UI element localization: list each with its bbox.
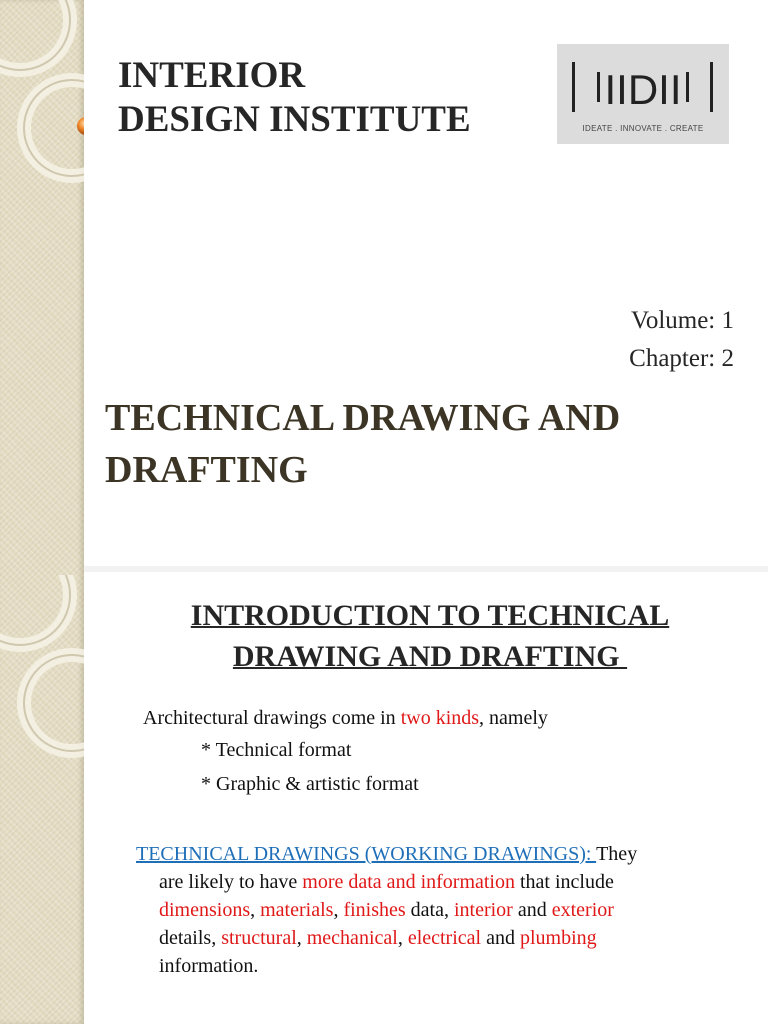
td-highlight: interior — [453, 899, 513, 921]
document-title-line1: TECHNICAL DRAWING AND — [105, 397, 621, 439]
technical-drawings-paragraph — [136, 840, 736, 980]
td-line — [136, 868, 736, 896]
td-highlight: mechanical — [306, 927, 398, 949]
td-line — [136, 896, 736, 924]
institute-name — [118, 54, 538, 142]
td-highlight: plumbing — [519, 927, 597, 949]
td-highlight: exterior — [551, 899, 614, 921]
slide-divider — [84, 566, 768, 572]
td-text: information. — [159, 955, 259, 977]
logo-letter: IIDII — [604, 66, 682, 113]
technical-drawings-link[interactable]: TECHNICAL DRAWINGS (WORKING DRAWINGS): — [136, 843, 597, 865]
intro-heading-line2: DRAWING AND DRAFTING — [232, 640, 628, 673]
intro-heading — [130, 595, 730, 677]
td-highlight: more data and information — [302, 871, 515, 893]
chapter-label: Chapter: 2 — [629, 345, 734, 372]
document-title-line2: DRAFTING — [105, 449, 308, 491]
td-text: details, — [159, 927, 222, 949]
td-text: and — [512, 899, 552, 921]
document-title — [105, 392, 725, 496]
td-highlight: structural — [221, 927, 297, 949]
volume-label: Volume: 1 — [630, 307, 734, 334]
td-text: , — [397, 927, 408, 949]
td-highlight: materials — [260, 899, 334, 921]
td-highlight: dimensions — [159, 899, 251, 921]
kinds-text-end: , namely — [479, 707, 548, 729]
decorative-ring-icon — [0, 575, 84, 795]
institute-name-line1: INTERIOR — [118, 55, 306, 96]
format-item: * Graphic & artistic format — [201, 773, 419, 795]
kinds-sentence — [143, 704, 548, 732]
format-item: * Technical format — [201, 739, 352, 761]
td-line — [136, 924, 736, 952]
kinds-text: Architectural drawings come in — [143, 707, 401, 729]
institute-name-line2: DESIGN INSTITUTE — [118, 99, 471, 140]
td-text: and — [481, 927, 520, 949]
td-text: data, — [405, 899, 454, 921]
logo-tagline: IDEATE . INNOVATE . CREATE — [582, 124, 704, 133]
td-text: , — [333, 899, 344, 921]
kinds-highlight: two kinds — [400, 707, 480, 729]
td-text: are likely to have — [159, 871, 303, 893]
intro-heading-line1: INTRODUCTION TO TECHNICAL — [190, 599, 670, 632]
td-text: , — [296, 927, 307, 949]
td-highlight: finishes — [343, 899, 406, 921]
td-highlight: electrical — [407, 927, 482, 949]
institute-logo — [557, 44, 729, 144]
td-text: that include — [515, 871, 614, 893]
td-text: They — [596, 843, 638, 865]
td-line — [136, 952, 736, 980]
td-text: , — [250, 899, 261, 921]
